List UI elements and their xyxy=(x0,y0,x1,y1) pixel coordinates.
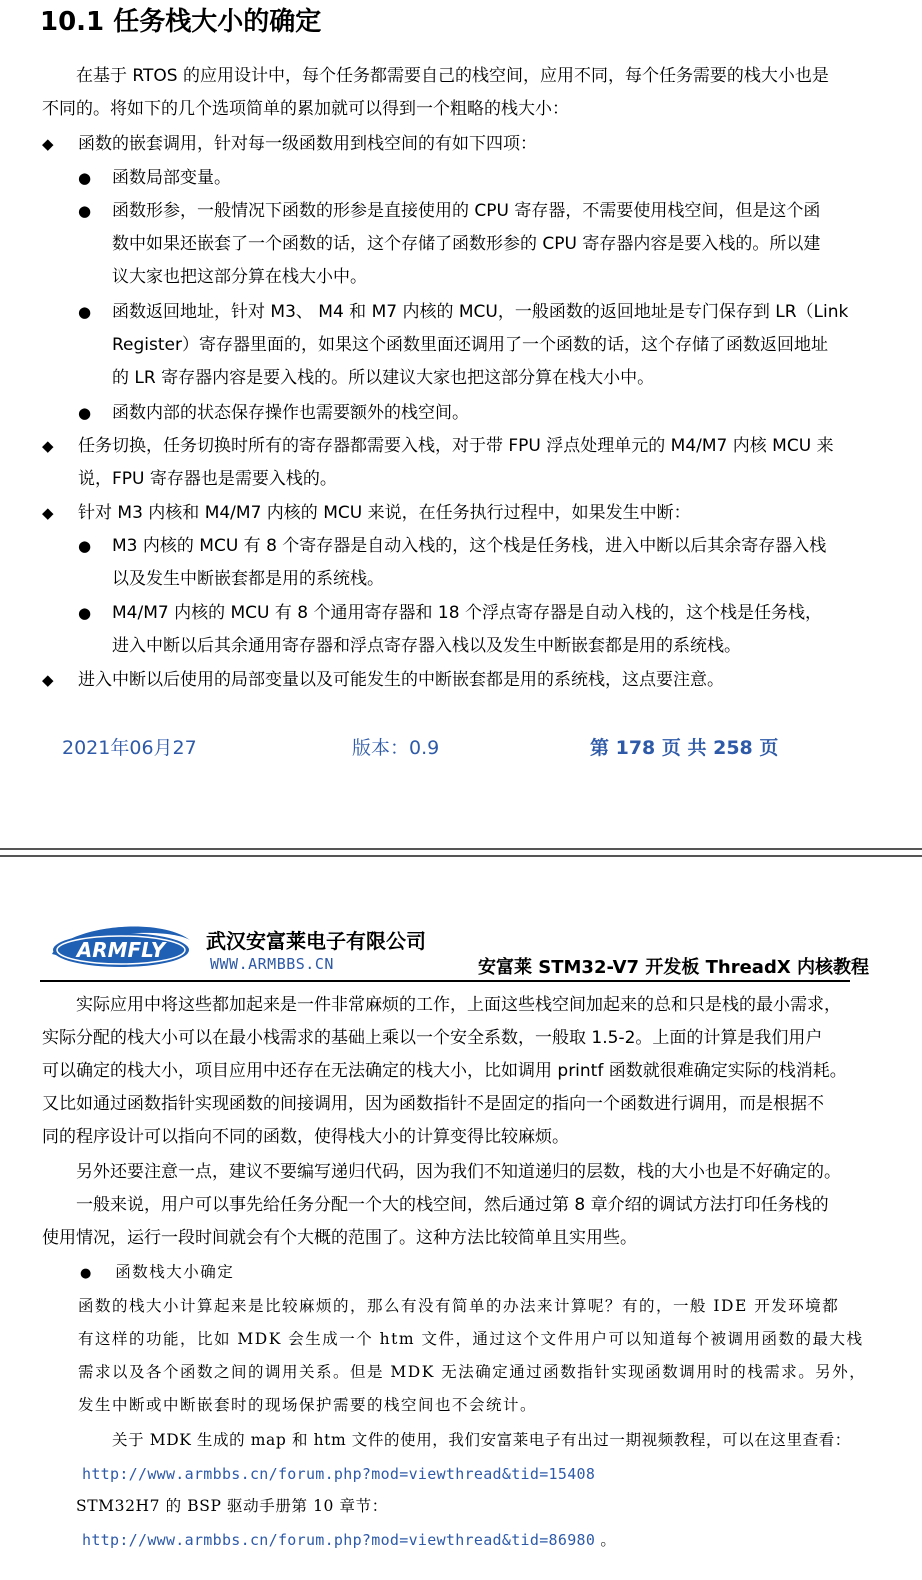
armfly-logo xyxy=(48,920,194,974)
para4-line-3: 需求以及各个函数之间的调用关系。但是 MDK 无法确定通过函数指针实现函数调用时的栈需求。另外， xyxy=(78,1363,867,1381)
dot-bullet-icon: ● xyxy=(78,202,92,220)
para2: 另外还要注意一点，建议不要编写递归代码，因为我们不知道递归的层数，栈的大小也是不好确定的。 xyxy=(76,1162,841,1182)
para1-line-5: 同的程序设计可以指向不同的函数，使得栈大小的计算变得比较麻烦。 xyxy=(42,1127,569,1147)
dot-bullet-icon: ● xyxy=(78,169,92,187)
company-name: 武汉安富莱电子有限公司 xyxy=(206,929,426,953)
bullet-text: 函数的嵌套调用，针对每一级函数用到栈空间的有如下四项： xyxy=(78,134,537,154)
bullet-text: 进入中断以后使用的局部变量以及可能发生的中断嵌套都是用的系统栈，这点要注意。 xyxy=(78,670,724,690)
company-website[interactable]: WWW.ARMBBS.CN xyxy=(210,955,334,973)
bullet-text-line-2: 进入中断以后其余通用寄存器和浮点寄存器入栈以及发生中断嵌套都是用的系统栈。 xyxy=(112,636,741,656)
diamond-bullet-icon: ◆ xyxy=(42,437,54,455)
bullet-text-line-2: 以及发生中断嵌套都是用的系统栈。 xyxy=(112,569,384,589)
dot-bullet-icon: ● xyxy=(78,404,92,422)
diamond-bullet-icon: ◆ xyxy=(42,671,54,689)
bullet-text-line-3: 的 LR 寄存器内容是要入栈的。所以建议大家也把这部分算在栈大小中。 xyxy=(112,368,655,388)
para5: 关于 MDK 生成的 map 和 htm 文件的使用，我们安富莱电子有出过一期视频教程，可以在这里查看： xyxy=(112,1431,851,1449)
bullet-text-line-1: 函数返回地址，针对 M3、 M4 和 M7 内核的 MCU，一般函数的返回地址是专门保存到 LR（Link xyxy=(112,302,849,322)
footer-version: 版本：0.9 xyxy=(352,737,440,759)
para4-line-4: 发生中断或中断嵌套时的现场保护需要的栈空间也不会统计。 xyxy=(78,1396,538,1414)
bullet-text-line-1: 函数形参，一般情况下函数的形参是直接使用的 CPU 寄存器，不需要使用栈空间，但是这个函 xyxy=(112,201,821,221)
bullet-text-line-2: 说，FPU 寄存器也是需要入栈的。 xyxy=(78,469,337,489)
para1-line-2: 实际分配的栈大小可以在最小栈需求的基础上乘以一个安全系数，一般取 1.5-2。上面的计算是我们用户 xyxy=(42,1028,823,1048)
diamond-bullet-icon: ◆ xyxy=(42,135,54,153)
page-separator-top xyxy=(0,848,922,850)
bsp-manual-link[interactable]: http://www.armbbs.cn/forum.php?mod=viewthread&tid=86980 xyxy=(82,1531,596,1549)
dot-bullet-icon: ● xyxy=(78,604,92,622)
para3-line-2: 使用情况，运行一段时间就会有个大概的范围了。这种方法比较简单且实用些。 xyxy=(42,1228,637,1248)
header-divider xyxy=(40,980,850,982)
footer-date: 2021年06月27 xyxy=(62,737,197,759)
para1-line-1: 实际应用中将这些都加起来是一件非常麻烦的工作，上面这些栈空间加起来的总和只是栈的最小需求， xyxy=(76,995,841,1015)
intro-line-1: 在基于 RTOS 的应用设计中，每个任务都需要自己的栈空间，应用不同，每个任务需要的栈大小也是 xyxy=(76,66,829,86)
link-suffix: 。 xyxy=(595,1531,617,1549)
logo-text: ARMFLY xyxy=(76,938,166,962)
bullet-text-line-2: 数中如果还嵌套了一个函数的话，这个存储了函数形参的 CPU 寄存器内容是要入栈的。所以建 xyxy=(112,234,821,254)
bullet-heading-text: 函数栈大小确定 xyxy=(115,1263,235,1281)
bullet-text-line-2: Register）寄存器里面的，如果这个函数里面还调用了一个函数的话，这个存储了函数返回地址 xyxy=(112,335,828,355)
para4-line-1: 函数的栈大小计算起来是比较麻烦的，那么有没有简单的办法来计算呢？有的，一般 IDE 开发环境都 xyxy=(78,1297,840,1315)
para1-line-4: 又比如通过函数指针实现函数的间接调用，因为函数指针不是固定的指向一个函数进行调用，而是根据不 xyxy=(42,1094,824,1114)
bullet-text-line-1: 任务切换，任务切换时所有的寄存器都需要入栈，对于带 FPU 浮点处理单元的 M4/M7 内核 MCU 来 xyxy=(78,436,834,456)
bullet-text: 函数局部变量。 xyxy=(112,168,231,188)
dot-bullet-icon: ● xyxy=(78,537,92,555)
section-title: 10.1 任务栈大小的确定 xyxy=(40,7,322,37)
para4-line-2: 有这样的功能，比如 MDK 会生成一个 htm 文件，通过这个文件用户可以知道每个被调用函数的最大栈 xyxy=(78,1330,864,1348)
bsp-manual-line xyxy=(82,1524,616,1557)
dot-bullet-icon: ● xyxy=(80,1266,93,1281)
para6: STM32H7 的 BSP 驱动手册第 10 章节： xyxy=(76,1497,388,1515)
para1-line-3: 可以确定的栈大小，项目应用中还存在无法确定的栈大小，比如调用 printf 函数就很难确定实际的栈消耗。 xyxy=(42,1061,847,1081)
diamond-bullet-icon: ◆ xyxy=(42,504,54,522)
bullet-func-stack xyxy=(80,1256,234,1290)
dot-bullet-icon: ● xyxy=(78,303,92,321)
bullet-text-line-3: 议大家也把这部分算在栈大小中。 xyxy=(112,267,367,287)
intro-line-2: 不同的。将如下的几个选项简单的累加就可以得到一个粗略的栈大小： xyxy=(42,99,569,119)
bullet-text-line-1: M3 内核的 MCU 有 8 个寄存器是自动入栈的，这个栈是任务栈，进入中断以后其余寄存器入栈 xyxy=(112,536,827,556)
page-separator-bottom xyxy=(0,855,922,857)
bullet-text: 针对 M3 内核和 M4/M7 内核的 MCU 来说，在任务执行过程中，如果发生中断： xyxy=(78,503,691,523)
bullet-text: 函数内部的状态保存操作也需要额外的栈空间。 xyxy=(112,403,469,423)
footer-page-number: 第 178 页 共 258 页 xyxy=(590,737,779,759)
document-title: 安富莱 STM32-V7 开发板 ThreadX 内核教程 xyxy=(478,957,869,978)
video-tutorial-link[interactable]: http://www.armbbs.cn/forum.php?mod=viewthread&tid=15408 xyxy=(82,1465,596,1483)
para3-line-1: 一般来说，用户可以事先给任务分配一个大的栈空间，然后通过第 8 章介绍的调试方法打印任务栈的 xyxy=(76,1195,829,1215)
bullet-text-line-1: M4/M7 内核的 MCU 有 8 个通用寄存器和 18 个浮点寄存器是自动入栈的，这个栈是任务栈， xyxy=(112,603,822,623)
